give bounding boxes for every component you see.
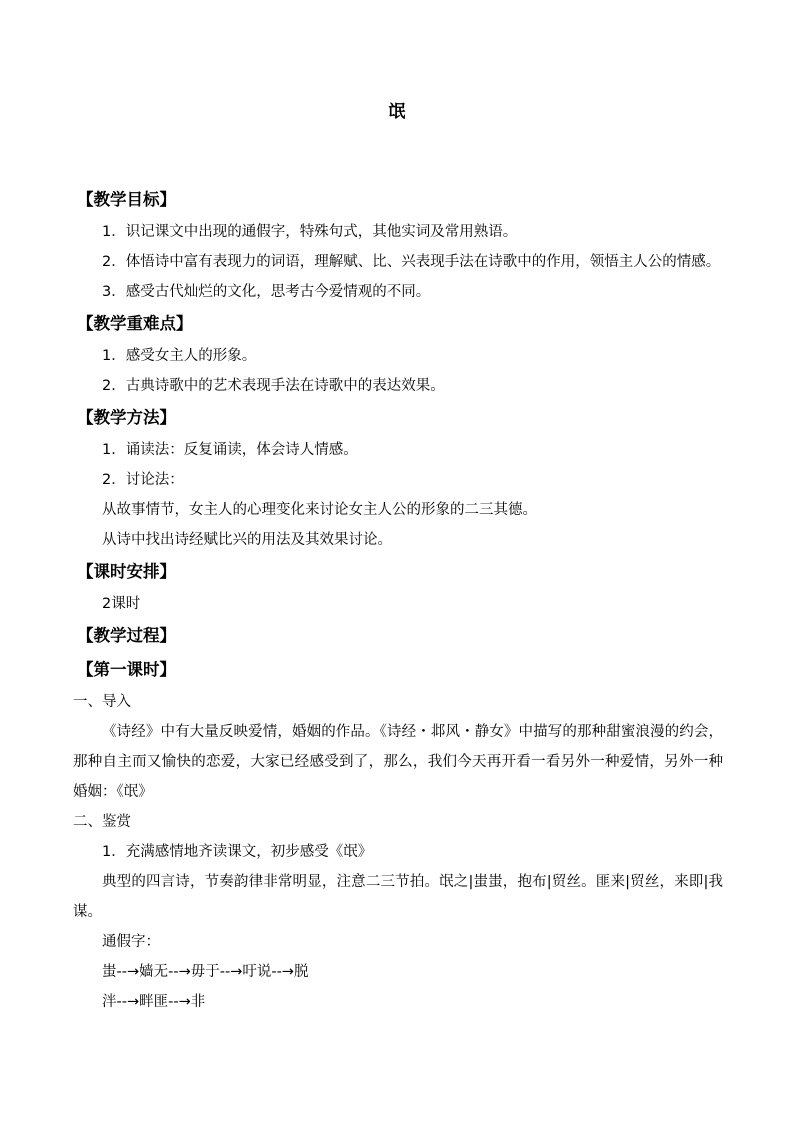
section-heading-schedule: 【课时安排】 bbox=[77, 562, 176, 581]
method-item-2: 2．讨论法： bbox=[102, 472, 184, 488]
section-heading-keypoints: 【教学重难点】 bbox=[77, 314, 193, 333]
method-item-3: 从故事情节，女主人的心理变化来讨论女主人公的形象的二三其德。 bbox=[102, 502, 537, 518]
keypoint-item-2: 2．古典诗歌中的艺术表现手法在诗歌中的表达效果。 bbox=[102, 378, 445, 394]
method-item-1: 1．诵读法：反复诵读，体会诗人情感。 bbox=[102, 442, 358, 458]
page-title: 氓 bbox=[388, 102, 406, 122]
appreciate-label: 二、鉴赏 bbox=[73, 814, 131, 830]
section-heading-objectives: 【教学目标】 bbox=[77, 190, 176, 209]
tongjia-line-2: 泮--→畔匪--→非 bbox=[102, 994, 206, 1010]
objective-item-2: 2．体悟诗中富有表现力的词语，理解赋、比、兴表现手法在诗歌中的作用，领悟主人公的情感。 bbox=[102, 254, 721, 270]
section-heading-process: 【教学过程】 bbox=[77, 626, 176, 645]
keypoint-item-1: 1．感受女主人的形象。 bbox=[102, 348, 257, 364]
document-body bbox=[73, 183, 723, 1017]
method-item-4: 从诗中找出诗经赋比兴的用法及其效果讨论。 bbox=[102, 532, 392, 548]
appreciate-paragraph: 典型的四言诗，节奏韵律非常明显，注意二三节拍。氓之|蚩蚩，抱布|贸丝。匪来|贸丝，来即|我谋。 bbox=[73, 874, 723, 920]
schedule-item: 2课时 bbox=[102, 596, 141, 612]
tongjia-line-1: 蚩--→嫱无--→毋于--→吁说--→脱 bbox=[102, 964, 309, 980]
section-heading-methods: 【教学方法】 bbox=[77, 408, 176, 427]
objective-item-1: 1．识记课文中出现的通假字，特殊句式，其他实词及常用熟语。 bbox=[102, 224, 518, 240]
intro-paragraph: 《诗经》中有大量反映爱情，婚姻的作品。《诗经・邶风・静女》中描写的那种甜蜜浪漫的约会，那种自主而又愉快的恋爱，大家已经感受到了，那么，我们今天再开看一看另外一种爱情，另外一种婚姻：《氓》 bbox=[73, 724, 723, 800]
objective-item-3: 3．感受古代灿烂的文化，思考古今爱情观的不同。 bbox=[102, 284, 431, 300]
intro-label: 一、导入 bbox=[73, 694, 131, 710]
appreciate-step-1: 1．充满感情地齐读课文，初步感受《氓》 bbox=[102, 844, 373, 860]
tongjia-label: 通假字： bbox=[102, 934, 160, 950]
section-heading-lesson1: 【第一课时】 bbox=[77, 660, 176, 679]
